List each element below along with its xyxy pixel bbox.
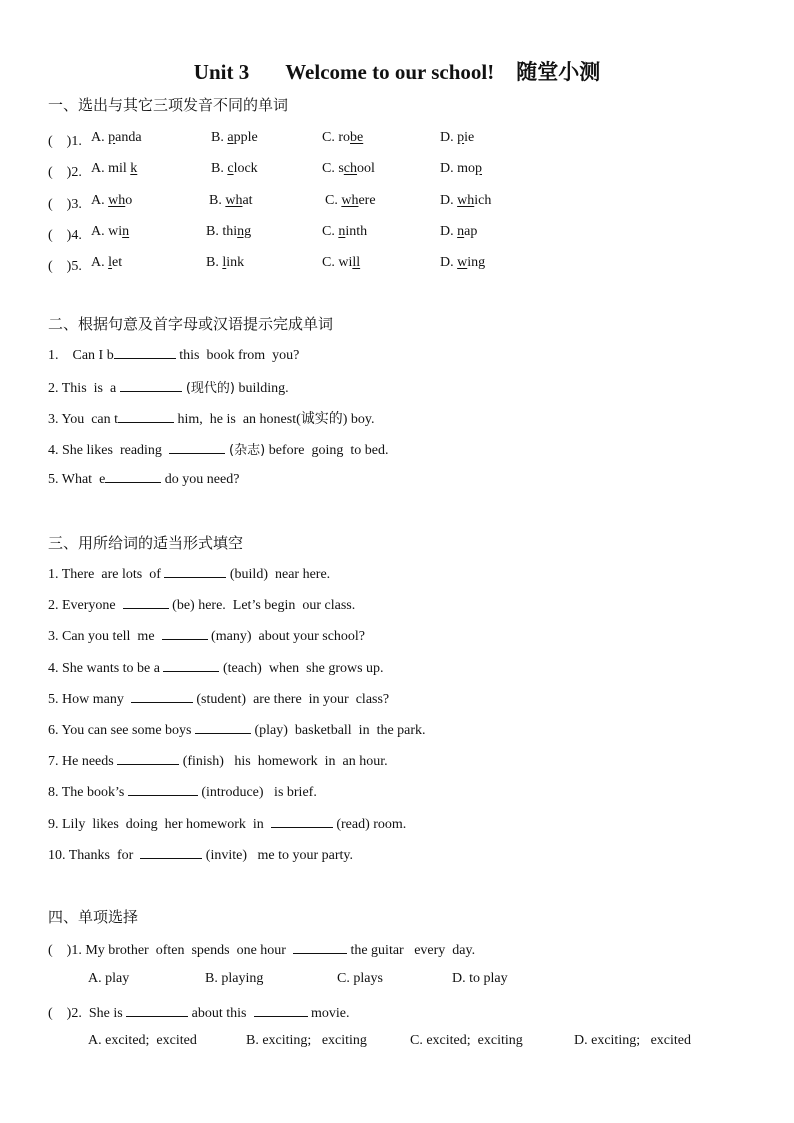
option-text: anda xyxy=(115,130,142,145)
answer-blank xyxy=(118,410,174,423)
fill-in-item xyxy=(48,627,365,645)
chinese-hint: (杂志) xyxy=(224,443,266,458)
option-text: ich xyxy=(474,192,492,208)
underlined-letters: wh xyxy=(341,192,359,208)
option-text: pple xyxy=(233,130,258,145)
section-1-heading: 一、选出与其它三项发音不同的单词 xyxy=(48,96,289,114)
underlined-letters: c xyxy=(227,161,234,177)
mcq-option: A. play xyxy=(88,971,130,986)
mcq-option: B. exciting; exciting xyxy=(246,1033,367,1048)
option-c xyxy=(325,193,376,209)
underlined-letters: a xyxy=(227,130,234,145)
underlined-letters: k xyxy=(130,161,138,177)
option-d xyxy=(440,255,485,271)
answer-blank xyxy=(114,346,176,359)
fill-in-item xyxy=(48,565,330,583)
answer-blank xyxy=(254,1004,308,1017)
option-text: ie xyxy=(464,130,475,145)
fill-in-item xyxy=(48,659,384,677)
option-text: B. xyxy=(209,192,226,208)
mcq-question-1 xyxy=(48,939,475,959)
question-number: ( )4. xyxy=(48,227,82,243)
option-text: D. xyxy=(440,255,458,271)
option-d xyxy=(440,224,477,240)
underlined-letters: n xyxy=(338,223,346,239)
item-text: 1. Can I b xyxy=(48,348,114,363)
item-text: (many) about your school? xyxy=(207,629,366,645)
underlined-letters: n xyxy=(457,223,465,239)
answer-blank xyxy=(163,659,219,672)
option-text: B. xyxy=(211,161,228,177)
option-text: C. s xyxy=(322,161,344,177)
mcq-option: C. excited; exciting xyxy=(410,1033,523,1048)
fill-in-item xyxy=(48,721,426,739)
question-number: ( )1. xyxy=(48,134,82,149)
mcq-option: D. exciting; excited xyxy=(574,1033,692,1048)
option-text: B. xyxy=(211,130,228,145)
underlined-letters: l xyxy=(108,255,113,271)
option-text: D. xyxy=(440,223,458,239)
mcq-option: B. playing xyxy=(205,971,264,986)
item-text: 2. Everyone xyxy=(48,598,123,614)
option-d xyxy=(440,130,474,146)
option-b xyxy=(211,161,258,177)
item-text: 1. There are lots of xyxy=(48,567,165,582)
underlined-letters: n xyxy=(122,223,130,239)
chinese-hint: (现代的) xyxy=(181,381,235,396)
question-number: ( )2. xyxy=(48,165,82,181)
page-title xyxy=(0,56,794,86)
underlined-letters: ng xyxy=(237,223,252,239)
option-a xyxy=(91,161,137,177)
item-text: 4. She wants to be a xyxy=(48,660,164,676)
option-text: o xyxy=(125,192,133,208)
fill-in-item xyxy=(48,783,317,801)
item-text: building. xyxy=(234,381,289,396)
fill-in-item xyxy=(48,439,388,459)
option-d xyxy=(440,193,491,209)
question-number: ( )5. xyxy=(48,259,82,275)
item-text: this book from you? xyxy=(175,348,300,363)
option-text: C. ro xyxy=(322,130,350,145)
option-text: ere xyxy=(358,192,376,208)
underlined-letters: w xyxy=(457,255,468,271)
item-text: (introduce) is brief. xyxy=(197,785,317,801)
fill-in-item xyxy=(48,815,406,833)
item-text: (invite) me to your party. xyxy=(202,847,354,863)
mcq-option: D. to play xyxy=(452,971,508,986)
item-text: 5. How many xyxy=(48,691,131,707)
fill-in-item xyxy=(48,377,289,397)
answer-blank xyxy=(128,783,198,796)
mcq-question-2 xyxy=(48,1002,350,1022)
underlined-letters: wh xyxy=(225,192,243,208)
item-text: 8. The book’s xyxy=(48,785,128,801)
item-text: the guitar every day. xyxy=(346,943,476,958)
item-text: him, he is an honest(诚实的) boy. xyxy=(174,412,375,427)
fill-in-item xyxy=(48,690,389,708)
option-text: lock xyxy=(233,161,258,177)
answer-blank xyxy=(123,596,169,609)
option-text: at xyxy=(242,192,253,208)
item-text: before going to bed. xyxy=(265,443,389,458)
mcq-option: C. plays xyxy=(337,971,383,986)
item-text: do you need? xyxy=(161,472,240,487)
mcq-option: A. excited; excited xyxy=(88,1033,197,1048)
item-text: about this xyxy=(188,1006,254,1021)
option-b xyxy=(211,130,258,146)
option-text: D. xyxy=(440,192,458,208)
option-text: A. wi xyxy=(91,223,123,239)
fill-in-item xyxy=(48,596,355,614)
underlined-letters: l xyxy=(222,255,227,271)
item-text: (build) near here. xyxy=(226,567,331,582)
option-text: ink xyxy=(226,255,245,271)
item-text: (teach) when she grows up. xyxy=(219,660,384,676)
option-c xyxy=(322,161,375,177)
option-c xyxy=(322,130,363,146)
fill-in-item xyxy=(48,408,375,428)
option-b xyxy=(206,255,244,271)
underlined-letters: p xyxy=(108,130,116,145)
option-text: A. xyxy=(91,255,109,271)
answer-blank xyxy=(195,721,251,734)
answer-blank xyxy=(140,846,202,859)
option-text: A. xyxy=(91,130,109,145)
section-2-heading: 二、根据句意及首字母或汉语提示完成单词 xyxy=(48,315,334,333)
option-text: inth xyxy=(345,223,368,239)
item-text: 9. Lily likes doing her homework in xyxy=(48,816,271,832)
section-3-heading: 三、用所给词的适当形式填空 xyxy=(48,534,244,552)
option-text: B. xyxy=(206,255,223,271)
item-text: (student) are there in your class? xyxy=(192,691,390,707)
option-b xyxy=(209,193,253,209)
item-text: ( )1. My brother often spends one hour xyxy=(48,943,293,958)
option-text: ool xyxy=(357,161,375,177)
answer-blank xyxy=(126,1004,188,1017)
option-c xyxy=(322,255,360,271)
item-text: (play) basketball in the park. xyxy=(251,723,426,738)
item-text: (finish) his homework in an hour. xyxy=(179,754,388,770)
item-text: (be) here. Let’s begin our class. xyxy=(168,598,356,614)
fill-in-item xyxy=(48,470,239,488)
option-a xyxy=(91,224,129,240)
title-name: Welcome to our school! xyxy=(285,60,495,84)
option-b xyxy=(206,224,251,240)
answer-blank xyxy=(131,690,193,703)
section-4-heading: 四、单项选择 xyxy=(48,908,139,926)
option-text: A. mil xyxy=(91,161,131,177)
option-text: ap xyxy=(464,223,478,239)
underlined-letters: wh xyxy=(108,192,126,208)
fill-in-item xyxy=(48,752,388,770)
option-text: ing xyxy=(467,255,486,271)
option-text: B. thi xyxy=(206,223,238,239)
answer-blank xyxy=(162,627,208,640)
option-text: D. mo xyxy=(440,161,475,177)
answer-blank xyxy=(117,752,179,765)
underlined-letters: p xyxy=(475,161,482,177)
answer-blank xyxy=(271,815,333,828)
option-text: C. xyxy=(325,192,342,208)
underlined-letters: ch xyxy=(343,161,358,177)
item-text: 3. Can you tell me xyxy=(48,629,162,645)
option-a xyxy=(91,193,132,209)
answer-blank xyxy=(293,941,347,954)
fill-in-item xyxy=(48,846,353,864)
option-text: C. xyxy=(322,223,339,239)
answer-blank xyxy=(120,379,182,392)
answer-blank xyxy=(105,470,161,483)
item-text: ( )2. She is xyxy=(48,1006,127,1021)
item-text: 3. You can t xyxy=(48,412,119,427)
option-text: D. xyxy=(440,130,458,145)
answer-blank xyxy=(164,565,226,578)
underlined-letters: ll xyxy=(352,255,361,271)
item-text: 2. This is a xyxy=(48,381,120,396)
item-text: 10. Thanks for xyxy=(48,847,141,863)
option-a xyxy=(91,130,142,146)
underlined-letters: wh xyxy=(457,192,475,208)
underlined-letters: p xyxy=(457,130,465,145)
option-a xyxy=(91,255,122,271)
option-text: C. wi xyxy=(322,255,353,271)
option-text: A. xyxy=(91,192,109,208)
item-text: (read) room. xyxy=(332,816,407,832)
title-suffix: 随堂小测 xyxy=(516,60,601,84)
option-c xyxy=(322,224,367,240)
item-text: 5. What e xyxy=(48,472,106,487)
underlined-letters: be xyxy=(350,130,364,145)
option-text: et xyxy=(112,255,123,271)
item-text: 4. She likes reading xyxy=(48,443,169,458)
item-text: movie. xyxy=(307,1006,350,1021)
item-text: 6. You can see some boys xyxy=(48,723,195,738)
question-number: ( )3. xyxy=(48,196,82,212)
answer-blank xyxy=(169,441,225,454)
title-unit: Unit 3 xyxy=(193,60,250,84)
item-text: 7. He needs xyxy=(48,754,118,770)
option-d xyxy=(440,161,482,177)
fill-in-item xyxy=(48,346,299,364)
